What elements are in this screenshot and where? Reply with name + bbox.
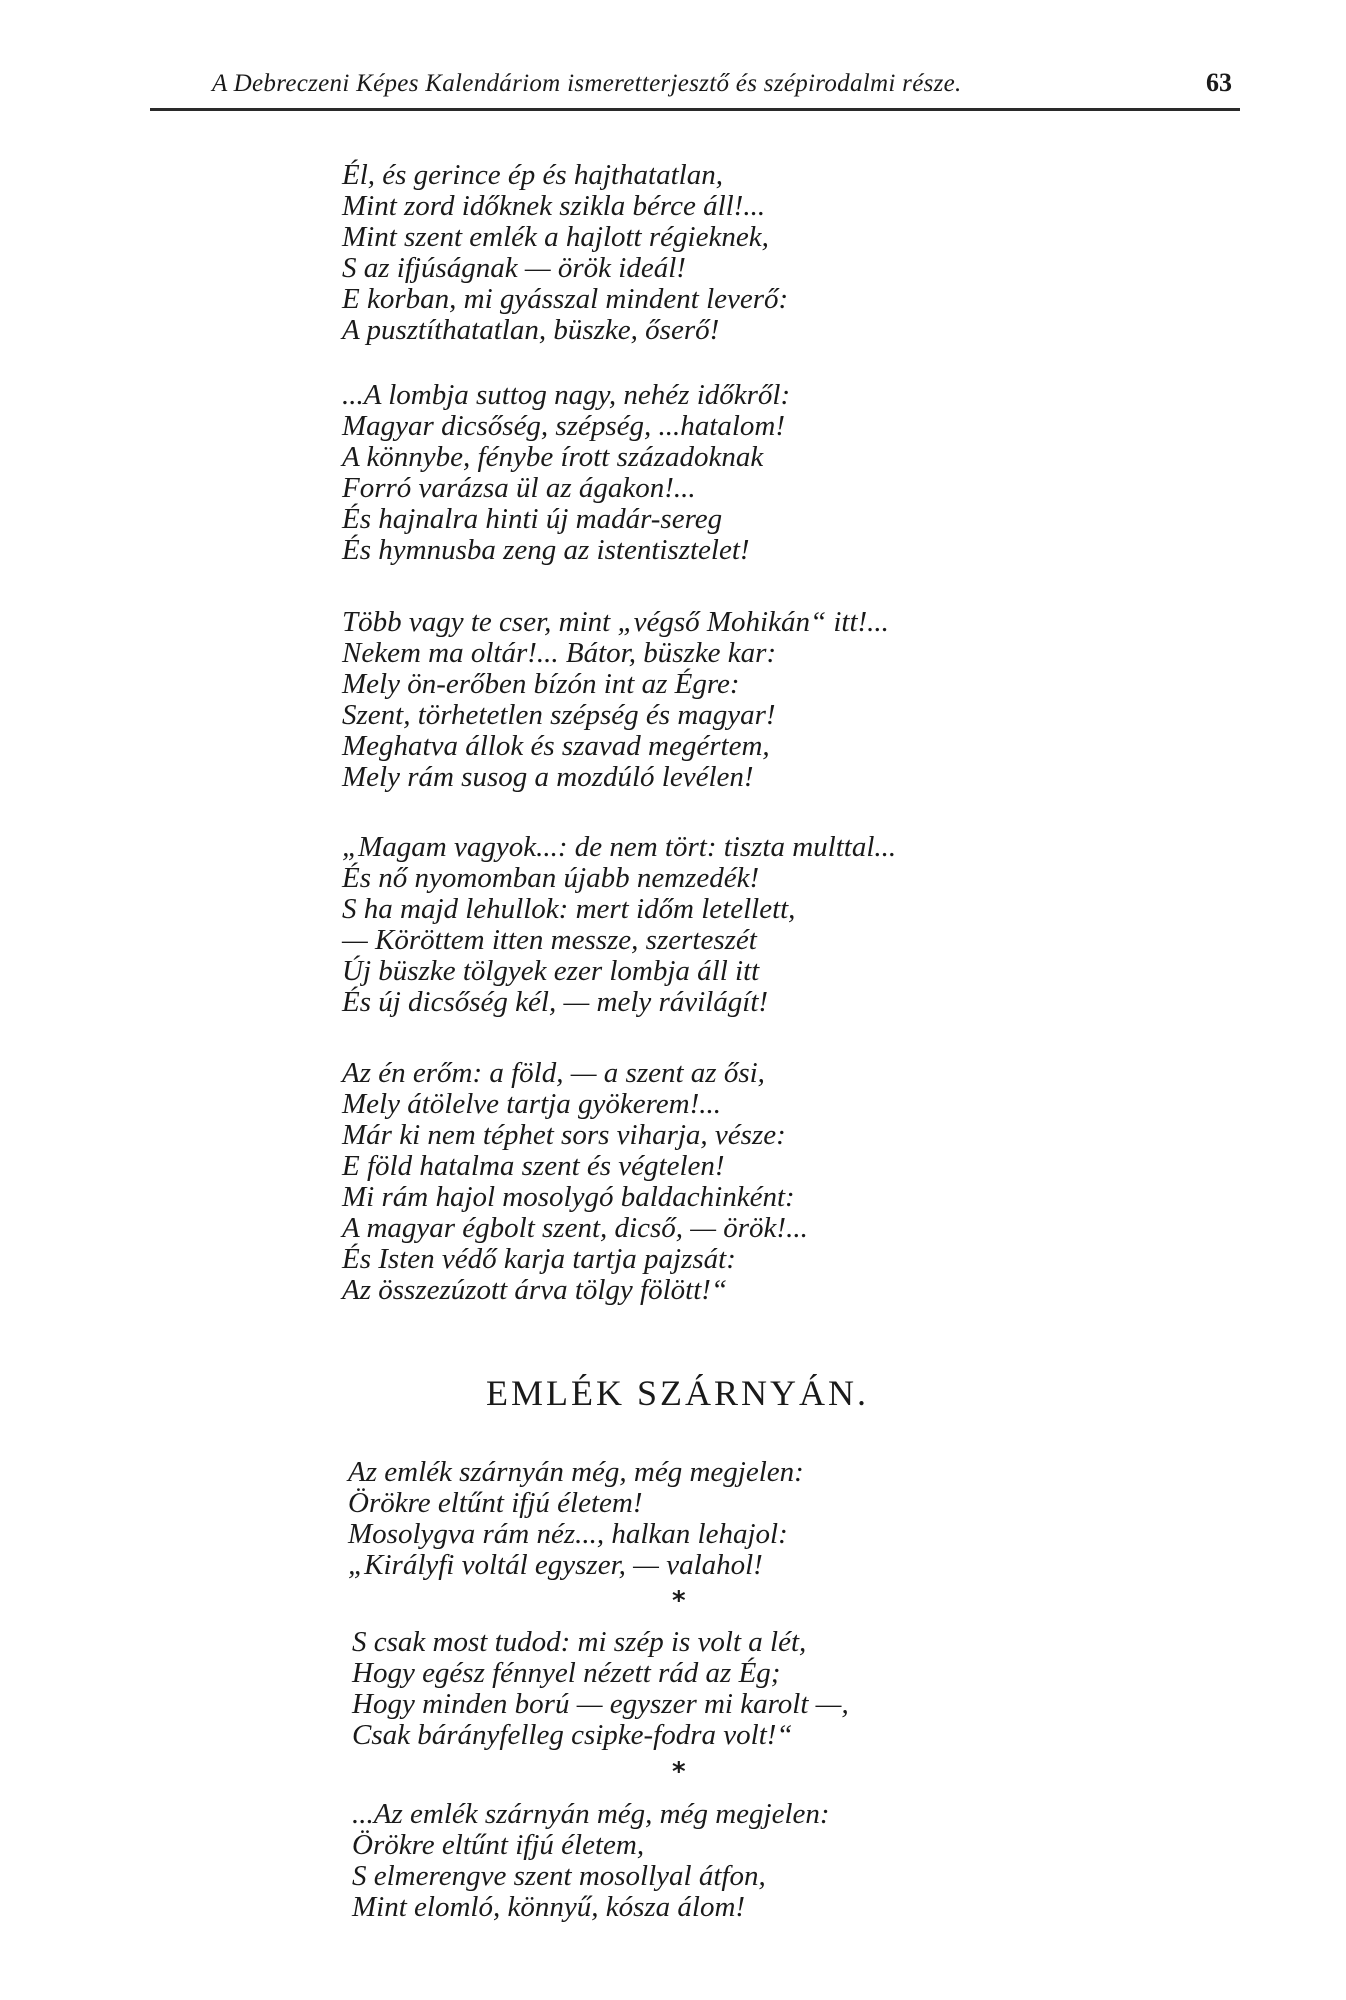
verse-line: Szent, törhetetlen szépség és magyar!: [342, 699, 776, 731]
verse-line: S elmerengve szent mosollyal átfon,: [352, 1860, 766, 1892]
verse-line: Mint szent emlék a hajlott régieknek,: [342, 221, 769, 253]
second-poem-stanza-1: [348, 1457, 804, 1581]
stanza-4: [342, 832, 896, 1018]
verse-line: Az én erőm: a föld, — a szent az ősi,: [342, 1057, 765, 1089]
stanza-separator: *: [672, 1586, 686, 1616]
verse-line: Örökre eltűnt ifjú életem!: [348, 1487, 643, 1519]
verse-line: Hogy minden ború — egyszer mi karolt —,: [352, 1688, 849, 1720]
stanza-3: [342, 607, 889, 793]
verse-line: Mi rám hajol mosolygó baldachinként:: [342, 1181, 795, 1213]
verse-line: Mely rám susog a mozdúló levélen!: [342, 761, 754, 793]
verse-line: Él, és gerince ép és hajthatatlan,: [342, 159, 723, 191]
verse-line: Örökre eltűnt ifjú életem,: [352, 1829, 645, 1861]
verse-line: A magyar égbolt szent, dicső, — örök!...: [342, 1212, 808, 1244]
verse-line: A pusztíthatatlan, büszke, őserő!: [342, 314, 720, 346]
verse-line: Mely átölelve tartja gyökerem!...: [342, 1088, 721, 1120]
verse-line: ...Az emlék szárnyán még, még megjelen:: [352, 1798, 830, 1830]
verse-line: Új büszke tölgyek ezer lombja áll itt: [342, 955, 760, 987]
verse-line: E föld hatalma szent és végtelen!: [342, 1150, 725, 1182]
verse-line: „Magam vagyok...: de nem tört: tiszta multtal...: [342, 831, 897, 863]
second-poem-stanza-2: [352, 1627, 849, 1751]
page-number: 63: [1206, 68, 1232, 97]
verse-line: Hogy egész fénnyel nézett rád az Ég;: [352, 1657, 781, 1689]
verse-line: És hymnusba zeng az istentisztelet!: [342, 534, 750, 566]
verse-line: Meghatva állok és szavad megértem,: [342, 730, 770, 762]
verse-line: S ha majd lehullok: mert időm letellett,: [342, 893, 796, 925]
stanza-1: [342, 160, 788, 346]
poem-title: EMLÉK SZÁRNYÁN.: [486, 1373, 869, 1413]
verse-line: E korban, mi gyásszal mindent leverő:: [342, 283, 789, 315]
verse-line: — Köröttem itten messze, szerteszét: [342, 924, 757, 956]
verse-line: Csak bárányfelleg csipke-fodra volt!“: [352, 1719, 793, 1751]
running-title: A Debreczeni Képes Kalendáriom ismeretterjesztő és szépirodalmi része.: [212, 70, 962, 97]
verse-line: És Isten védő karja tartja pajzsát:: [342, 1243, 736, 1275]
verse-line: Mosolygva rám néz..., halkan lehajol:: [348, 1518, 788, 1550]
verse-line: És hajnalra hinti új madár-sereg: [342, 503, 723, 535]
verse-line: Az összezúzott árva tölgy fölött!“: [342, 1274, 728, 1306]
verse-line: És nő nyomomban újabb nemzedék!: [342, 862, 760, 894]
stanza-separator: *: [672, 1757, 686, 1787]
verse-line: Több vagy te cser, mint „végső Mohikán“ itt!...: [342, 606, 889, 638]
verse-line: Mint elomló, könnyű, kósza álom!: [352, 1891, 746, 1923]
verse-line: És új dicsőség kél, — mely rávilágít!: [342, 986, 769, 1018]
verse-line: Magyar dicsőség, szépség, ...hatalom!: [342, 410, 786, 442]
verse-line: S csak most tudod: mi szép is volt a lét,: [352, 1626, 807, 1658]
verse-line: A könnybe, fénybe írott századoknak: [342, 441, 764, 473]
verse-line: Mely ön-erőben bízón int az Égre:: [342, 668, 740, 700]
verse-line: Forró varázsa ül az ágakon!...: [342, 472, 696, 504]
verse-line: S az ifjúságnak — örök ideál!: [342, 252, 686, 284]
stanza-5: [342, 1058, 808, 1306]
verse-line: Nekem ma oltár!... Bátor, büszke kar:: [342, 637, 777, 669]
running-header: [150, 62, 1240, 111]
verse-line: Az emlék szárnyán még, még megjelen:: [348, 1456, 804, 1488]
verse-line: Mint zord időknek szikla bérce áll!...: [342, 190, 766, 222]
stanza-2: [342, 380, 790, 566]
second-poem-stanza-3: [352, 1799, 830, 1923]
verse-line: „Királyfi voltál egyszer, — valahol!: [348, 1549, 763, 1581]
verse-line: ...A lombja suttog nagy, nehéz időkről:: [342, 379, 791, 411]
verse-line: Már ki nem téphet sors viharja, vésze:: [342, 1119, 786, 1151]
